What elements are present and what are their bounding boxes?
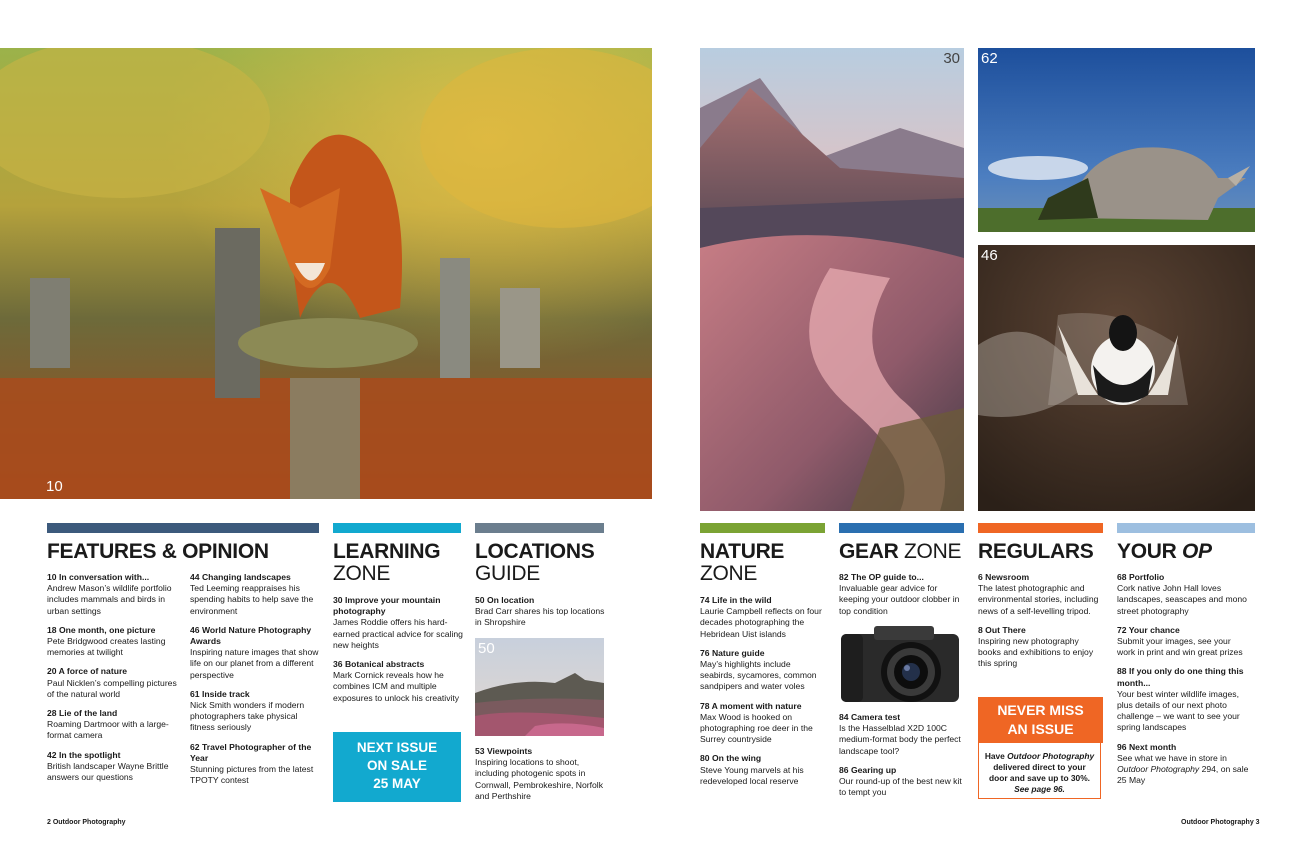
toc-item-title: 96 Next month <box>1117 741 1177 752</box>
heading-word-1: YOUR <box>1117 540 1183 563</box>
toc-item-desc: Paul Nicklen’s compelling pictures of the natural world <box>47 677 177 699</box>
see-page-link[interactable]: See page 96. <box>1014 784 1065 794</box>
toc-item-title: 28 Lie of the land <box>47 708 118 719</box>
toc-item-desc: Cork native John Hall loves landscapes, seascapes and mono street photography <box>1117 583 1247 616</box>
heading-line-2: ZONE <box>333 562 391 585</box>
toc-item[interactable] <box>978 572 1104 617</box>
toc-item[interactable] <box>47 625 179 659</box>
toc-item-desc: Inspiring nature images that show life on our planet from a different perspective <box>190 647 319 680</box>
toc-item-title: 82 The OP guide to... <box>839 572 924 582</box>
section-heading-regulars: REGULARS <box>978 540 1094 563</box>
toc-item[interactable] <box>700 648 826 693</box>
toc-item[interactable] <box>333 659 463 704</box>
next-issue-line: NEXT ISSUE <box>356 740 438 755</box>
section-heading-locations <box>475 541 594 585</box>
section-bar-regulars <box>978 523 1103 533</box>
duck-photo <box>978 245 1255 511</box>
toc-item-title: 6 Newsroom <box>978 572 1030 582</box>
toc-item-desc: Nick Smith wonders if modern photographers take physical fitness seriously <box>190 700 305 733</box>
heading-line-1: LOCATIONS <box>475 540 595 563</box>
toc-item[interactable] <box>190 742 320 787</box>
section-heading-nature <box>700 541 784 585</box>
subscribe-text: delivered direct to your door and save up to 30%. <box>989 762 1090 783</box>
toc-item-title: 20 A force of nature <box>47 666 128 677</box>
toc-item-title: 68 Portfolio <box>1117 572 1165 582</box>
toc-item[interactable] <box>475 746 605 802</box>
toc-item-desc: Our round-up of the best new kit to tempt you <box>839 776 962 798</box>
section-heading-features: FEATURES & OPINION <box>47 540 269 563</box>
toc-item-title: 86 Gearing up <box>839 764 897 775</box>
nature-list <box>700 595 826 795</box>
heading-line-2: ZONE <box>700 562 758 585</box>
section-bar-nature <box>700 523 825 533</box>
learning-list <box>333 595 463 712</box>
never-miss-line: NEVER MISS <box>997 702 1084 718</box>
yourop-list <box>1117 572 1249 794</box>
toc-item-desc: Laurie Campbell reflects on four decades photographing the Hebridean Uist islands <box>700 606 822 639</box>
toc-item-desc: Pete Bridgwood creates lasting memories at twilight <box>47 636 166 658</box>
section-heading-gear <box>839 541 961 563</box>
toc-item-desc: Roaming Dartmoor with a large-format camera <box>47 719 169 741</box>
locations-list-top <box>475 595 605 637</box>
folio-right: Outdoor Photography 3 <box>1181 819 1260 826</box>
gear-list-bottom <box>839 712 965 806</box>
toc-item[interactable] <box>978 625 1104 670</box>
toc-item[interactable] <box>190 572 320 617</box>
camera-photo <box>839 620 964 706</box>
toc-item-desc: Brad Carr shares his top locations in Shropshire <box>475 606 605 628</box>
toc-item[interactable] <box>47 666 179 700</box>
toc-item-title: 42 In the spotlight <box>47 749 121 760</box>
toc-item-desc: Max Wood is hooked on photographing roe deer in the Surrey countryside <box>700 711 813 745</box>
toc-item-title: 78 A moment with nature <box>700 700 802 711</box>
toc-item-title: 50 On location <box>475 595 535 605</box>
heading-word-2: ZONE <box>904 540 962 563</box>
toc-item[interactable] <box>47 750 179 784</box>
toc-item-title: 72 Your chance <box>1117 624 1180 635</box>
page-number-label: 50 <box>478 640 495 657</box>
toc-item-desc <box>1117 753 1249 787</box>
toc-item-desc: British landscaper Wayne Brittle answers our questions <box>47 760 169 783</box>
toc-item-title: 80 On the wing <box>700 753 762 764</box>
toc-item[interactable] <box>190 625 320 681</box>
toc-item-title: 76 Nature guide <box>700 647 765 658</box>
toc-item-desc: James Roddie offers his hard-earned practical advice for scaling new heights <box>333 617 463 650</box>
toc-item-title: 53 Viewpoints <box>475 746 533 756</box>
toc-item-title: 18 One month, one picture <box>47 624 156 635</box>
toc-item[interactable] <box>839 712 965 757</box>
toc-item[interactable] <box>333 595 463 651</box>
toc-item[interactable] <box>1117 742 1249 787</box>
toc-item-title: 62 Travel Photographer of the Year <box>190 741 312 763</box>
next-issue-banner[interactable] <box>333 732 461 802</box>
toc-item-title: 46 World Nature Photography Awards <box>190 624 312 647</box>
subscribe-box[interactable] <box>978 743 1101 799</box>
heading-word-1: GEAR <box>839 540 899 563</box>
heading-line-2: GUIDE <box>475 562 541 585</box>
toc-item[interactable] <box>47 572 179 617</box>
section-bar-learning <box>333 523 461 533</box>
next-issue-line: 25 MAY <box>373 776 421 791</box>
never-miss-banner[interactable] <box>978 697 1103 743</box>
features-list-left <box>47 572 179 791</box>
toc-item[interactable] <box>1117 625 1249 659</box>
subscribe-text: Have <box>984 751 1008 761</box>
toc-item[interactable] <box>839 765 965 799</box>
rhino-photo <box>978 48 1255 232</box>
page-number-label: 10 <box>46 478 63 495</box>
magazine-name: Outdoor Photography <box>1117 764 1200 775</box>
toc-item-title: 10 In conversation with... <box>47 572 150 582</box>
fox-photo <box>0 48 652 499</box>
heading-line-1: NATURE <box>700 540 785 563</box>
toc-item-desc: May’s highlights include seabirds, sycamores, common sandpipers and water voles <box>700 659 817 692</box>
toc-item-desc: Is the Hasselblad X2D 100C medium-format body the perfect landscape tool? <box>839 723 961 756</box>
section-bar-features <box>47 523 319 533</box>
toc-item-desc: The latest photographic and environmental stories, including news of a self-levelling tripod. <box>978 583 1099 616</box>
section-bar-yourop <box>1117 523 1255 533</box>
toc-item-desc: Ted Leeming reappraises his spending habits to help save the environment <box>190 583 314 616</box>
section-bar-gear <box>839 523 964 533</box>
toc-item[interactable] <box>1117 572 1249 617</box>
toc-item[interactable] <box>700 595 826 640</box>
toc-item-title: 84 Camera test <box>839 712 901 722</box>
section-bar-locations <box>475 523 604 533</box>
magazine-name: Outdoor Photography <box>1007 751 1095 761</box>
toc-item-title: 61 Inside track <box>190 688 250 699</box>
section-heading-yourop <box>1117 541 1212 563</box>
toc-item[interactable] <box>47 708 179 742</box>
next-issue-line: ON SALE <box>366 758 427 773</box>
folio-left: 2 Outdoor Photography <box>47 819 126 826</box>
toc-item[interactable] <box>700 753 826 787</box>
toc-item-title: 36 Botanical abstracts <box>333 659 425 670</box>
heading-word-2: OP <box>1182 540 1212 563</box>
features-list-right <box>190 572 320 794</box>
toc-item-desc: Submit your images, see your work in print and win great prizes <box>1117 636 1243 658</box>
toc-item-title: 30 Improve your mountain photography <box>333 595 441 617</box>
regulars-list <box>978 572 1104 678</box>
toc-item[interactable] <box>1117 666 1249 733</box>
moorland-photo <box>475 638 604 736</box>
next-text: See what we have in store in <box>1117 752 1227 763</box>
toc-item[interactable] <box>839 572 965 617</box>
toc-item-desc: Inspiring locations to shoot, including photogenic spots in Cornwall, Pembrokeshire, Norfolk and Perthshire <box>475 757 603 801</box>
toc-item-desc: Steve Young marvels at his redeveloped local reserve <box>700 764 804 786</box>
next-text: 294, on sale 25 May <box>1117 764 1249 786</box>
toc-item-desc: Your best winter wildlife images, plus details of our next photo challenge – we want to see your spring landscapes <box>1117 688 1240 733</box>
toc-item-desc: Andrew Mason’s wildlife portfolio includes mammals and birds in urban settings <box>47 583 172 616</box>
toc-item-desc: Mark Cornick reveals how he combines ICM and multiple exposures to unlock his creativity <box>333 670 460 703</box>
gear-list-top <box>839 572 965 625</box>
toc-item[interactable] <box>190 689 320 734</box>
toc-item-title: 44 Changing landscapes <box>190 572 291 582</box>
page-number-label: 46 <box>981 247 998 264</box>
toc-item-title: 88 If you only do one thing this month... <box>1117 666 1244 688</box>
toc-item-desc: Stunning pictures from the latest TPOTY contest <box>190 764 314 786</box>
toc-item[interactable] <box>475 595 605 629</box>
never-miss-line: AN ISSUE <box>1007 721 1074 737</box>
toc-item-desc: Invaluable gear advice for keeping your outdoor clobber in top condition <box>839 583 960 616</box>
toc-item-title: 8 Out There <box>978 624 1026 635</box>
heading-line-1: LEARNING <box>333 540 441 563</box>
toc-item-title: 74 Life in the wild <box>700 595 772 605</box>
page-number-label: 30 <box>943 50 960 67</box>
toc-item-desc: Inspiring new photography books and exhibitions to enjoy this spring <box>978 636 1094 669</box>
section-heading-learning <box>333 541 440 585</box>
toc-item[interactable] <box>700 701 826 746</box>
page-number-label: 62 <box>981 50 998 67</box>
mountain-photo <box>700 48 964 511</box>
locations-list-bottom <box>475 746 605 810</box>
